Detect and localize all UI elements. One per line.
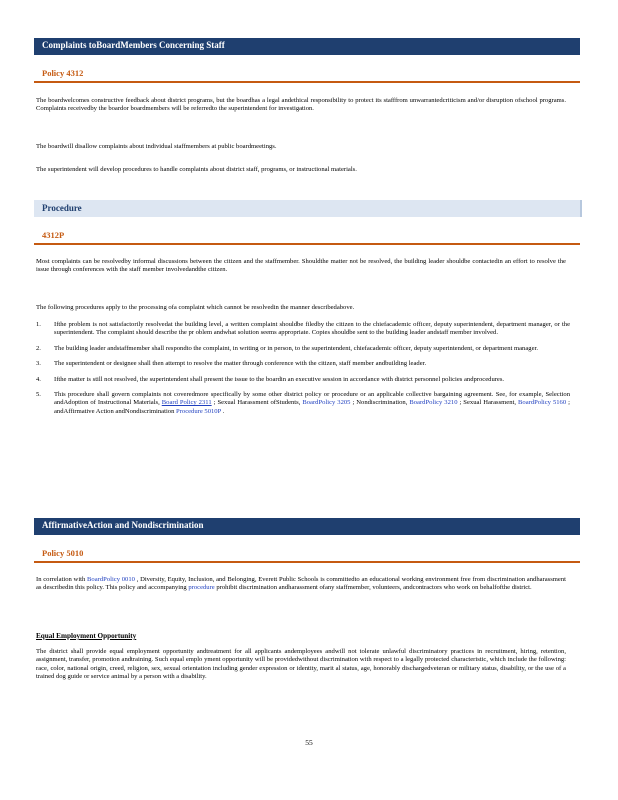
procedure-label: 4312P [42,230,65,240]
paragraph: The following procedures apply to the processing ofa complaint which cannot be resolvedin the manner describedabove. [36,304,355,311]
list-item: 2. The building leader andstaffmember shall respondto the complaint, in writing or in person, to the superintendent, chiefacademic officer, deputy superintendent, or department manager. [36,344,538,352]
paragraph: The superintendent will develop procedures to handle complaints about district staff, programs, or instructional materials. [36,166,357,173]
list-item: 1. Ifthe problem is not satisfactorily resolvedat the building level, a written complaint shouldbe filedby the citizen to the chiefacademic officer, deputy superintendent, department manager, or the superintendent. The complaint should describe the pr oblem andwhat solution seems appropriate. Copies shouldbe sent to the building leader andstaff member involved. [36,321,570,337]
list-item: 3. The superintendent or designee shall then attempt to resolve the matter through conference with the citizen, staff member andbuilding leader. [36,360,427,368]
paragraph: In correlation with BoardPolicy 0010 , Diversity, Equity, Inclusion, and Belonging, Everett Public Schools is committedto an educational working environment free from discrimination andharassment as describedin this policy. This policy and accompanying procedure prohibit discrimination andharassment ofany staffmember, volunteers, andcontractors who work on behalfofthe district. [36,576,566,592]
paragraph: Most complaints can be resolvedby informal discussions between the citizen and the staffmember. Shouldthe matter not be resolved, the building leader shouldbe contactedin an effort to resolve the issue through conferences with the staff member involvedandthe citizen. [36,258,566,274]
link-board-policy-5160[interactable]: BoardPolicy 5160 [518,399,567,407]
divider [34,243,580,245]
section-header-procedure [34,200,582,217]
section-header-affirmative-action [34,518,580,535]
divider [34,561,580,563]
policy-label: Policy 5010 [42,548,84,558]
section-title: Procedure [42,203,82,213]
section-title: AffirmativeAction and Nondiscrimination [42,520,204,530]
link-procedure[interactable]: procedure [188,584,215,592]
subheading-equal-employment: Equal Employment Opportunity [36,632,137,640]
section-header-complaints [34,38,580,55]
procedure-list [36,321,570,423]
link-board-policy-2311[interactable]: Board Policy 2311 [161,399,212,407]
paragraph: The district shall provide equal employment opportunity andtreatment for all applicants andemployees andwill not tolerate unlawful discriminatory practices in recruitment, hiring, retention, assignment, transfer, promotion andtraining. Such equal emplo yment opportunity will be providedwithout discrimination with respect to a legally protected characteristic, which include the following: race, color, national origin, creed, religion, sex, sexual orientation including gender expression or identity, marit al status, age, honorably dischargedveteran or military status, disability, or the use of a trained dog guide or service animal by a person with a disability. [36,648,566,681]
list-item: 5. This procedure shall govern complaints not coveredmore specifically by some other district policy or procedure or an applicable collective bargaining agreement. See, for example, Selection andAdoption of Instructional Materials, Board Policy 2311 ; Sexual Harassment ofStudents, BoardPolicy 3205 ; Nondiscrimination, BoardPolicy 3210 ; Sexual Harassment, BoardPolicy 5160 ; andAffirmative Action andNondiscrimination Procedure 5010P . [36,391,570,415]
paragraph: The boardwill disallow complaints about individual staffmembers at public boardmeetings. [36,143,277,150]
list-item: 4. Ifthe matter is still not resolved, the superintendent shall present the issue to the boardin an executive session in accordance with district personnel policies andprocedures. [36,375,505,383]
paragraph: The boardwelcomes constructive feedback about district programs, but the boardhas a legal andethical responsibility to protect its stafffrom unwarrantedcriticism and/or disruption ofschool programs. Complaints receivedby the boardor boardmembers will be referredto the superintendent for investigation. [36,97,566,113]
link-board-policy-3205[interactable]: BoardPolicy 3205 [302,399,351,407]
section-title: Complaints toBoardMembers Concerning Staff [42,40,225,50]
link-board-policy-3210[interactable]: BoardPolicy 3210 [409,399,458,407]
page-number: 55 [305,738,313,747]
link-procedure-5010p[interactable]: Procedure 5010P [176,407,222,415]
policy-label: Policy 4312 [42,68,84,78]
divider [34,81,580,83]
link-board-policy-0010[interactable]: BoardPolicy 0010 [87,576,135,583]
